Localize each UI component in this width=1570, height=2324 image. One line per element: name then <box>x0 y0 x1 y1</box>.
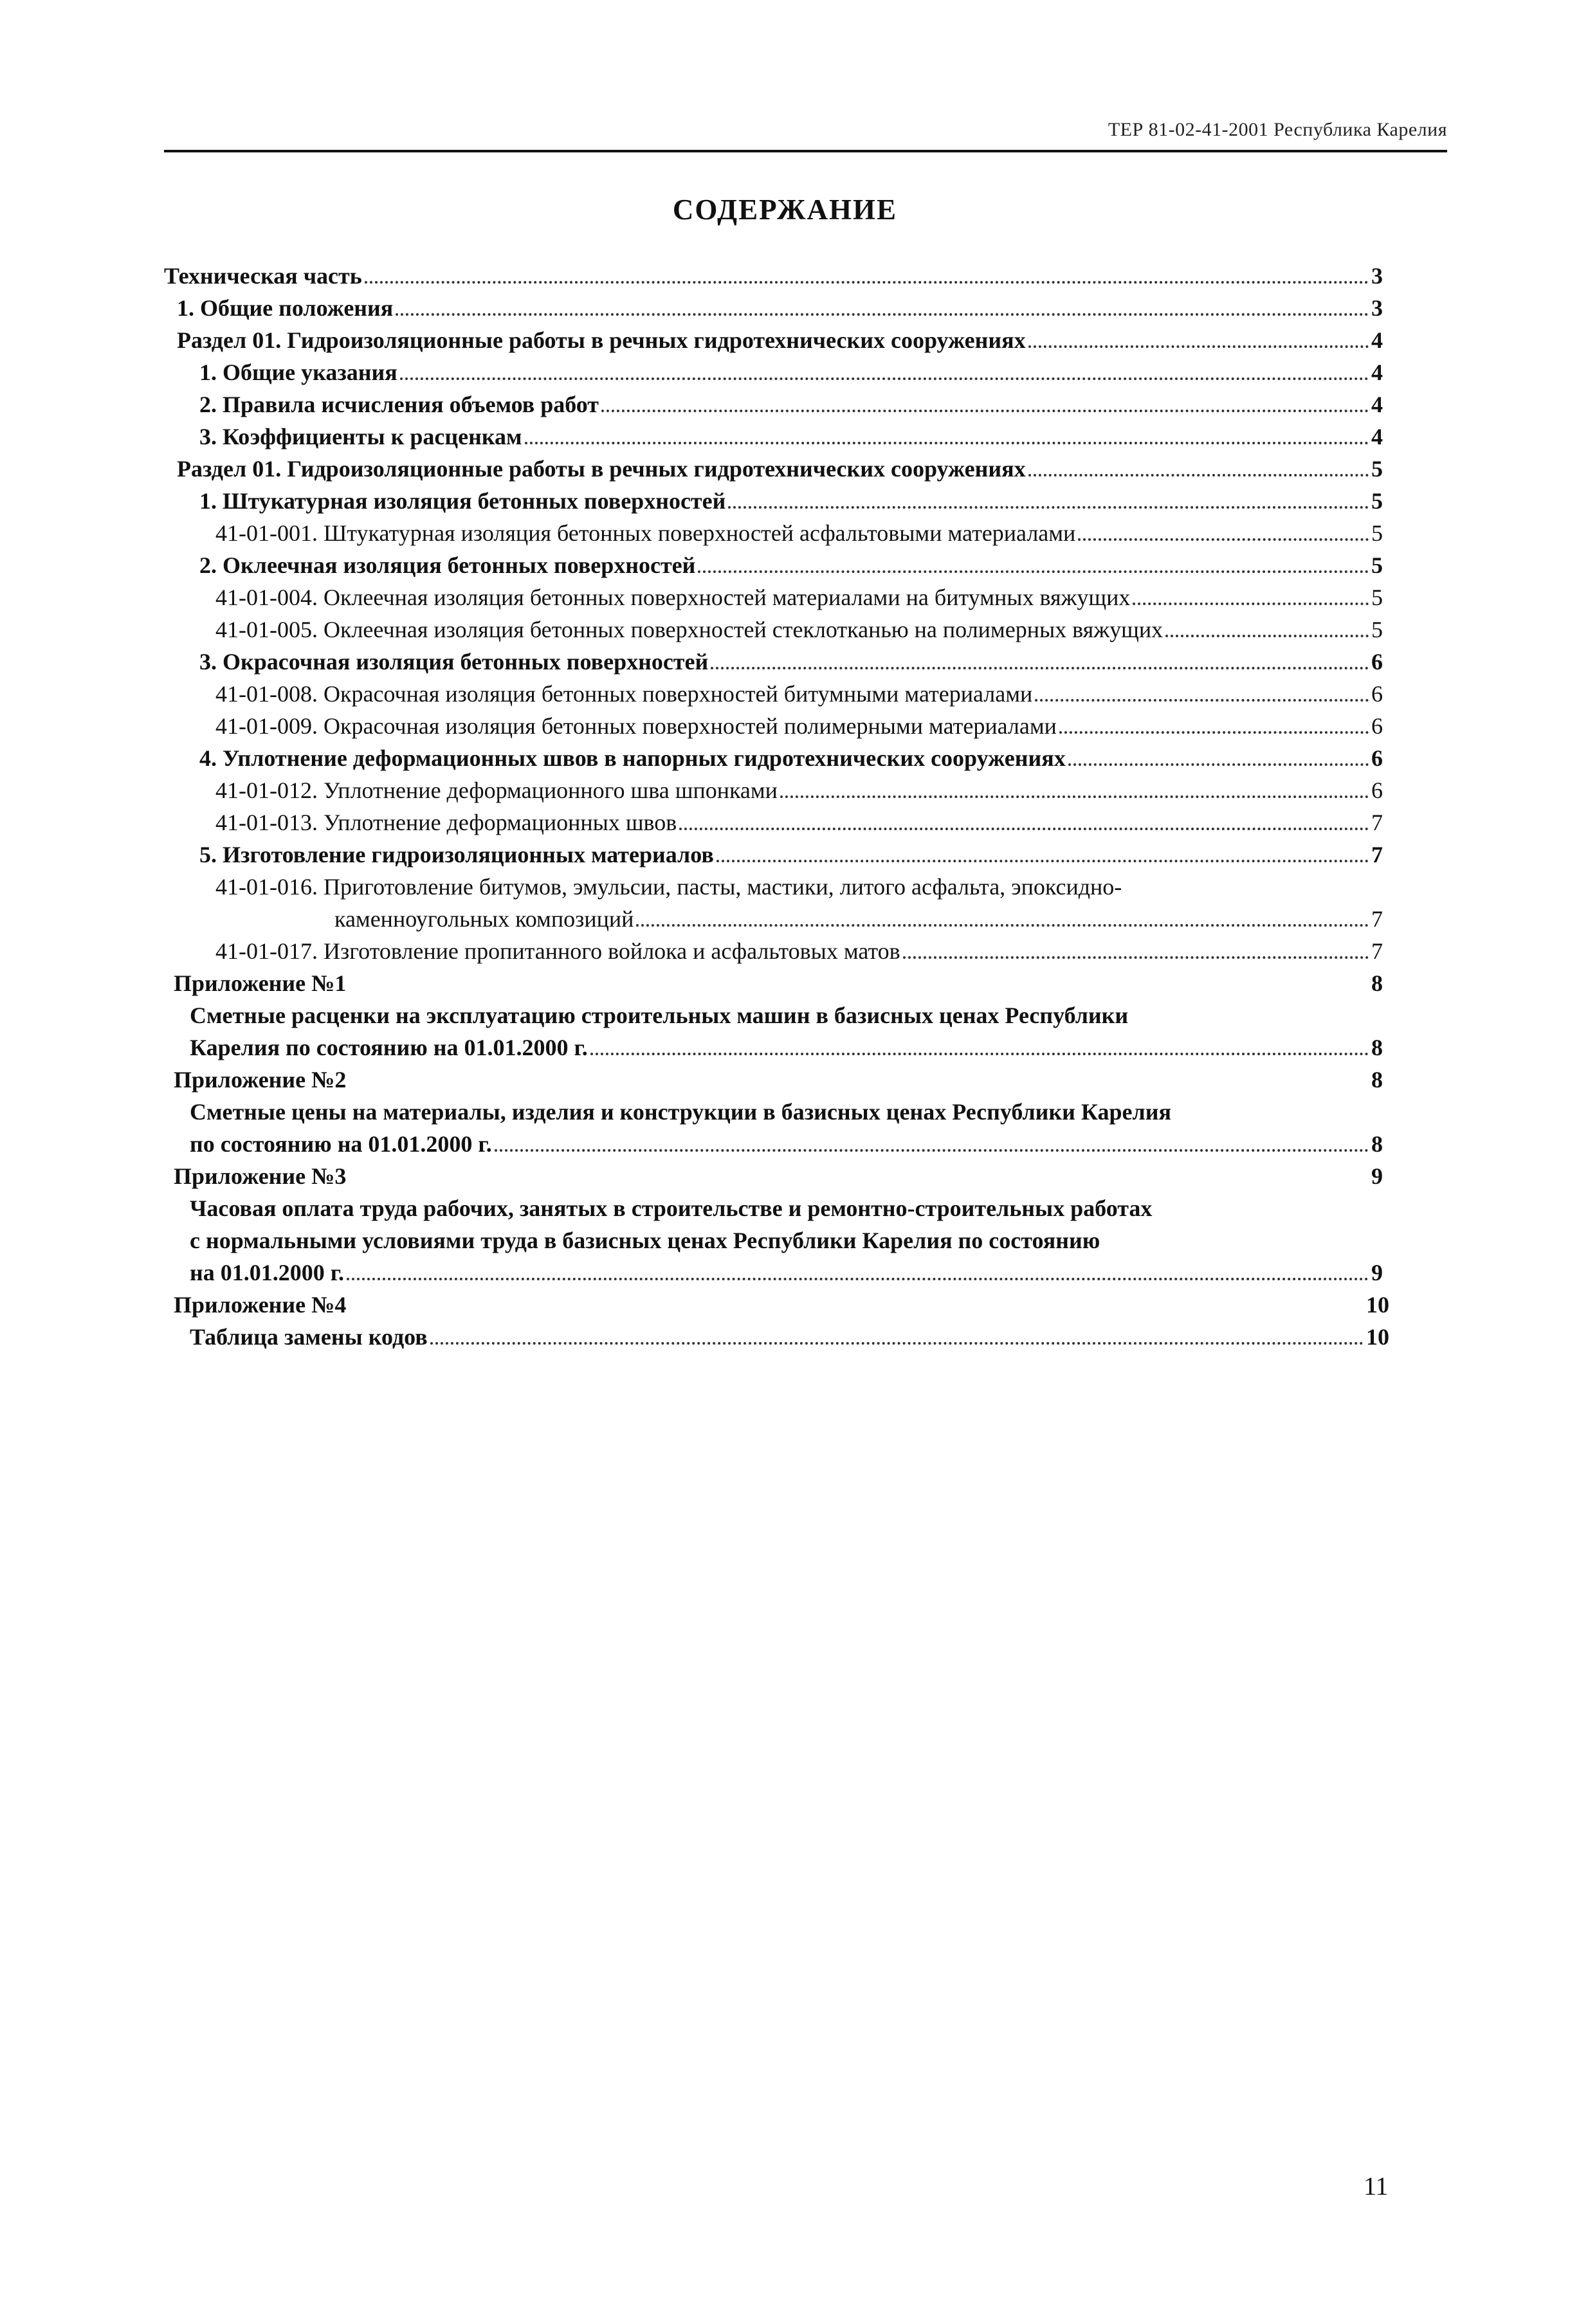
toc-entry-text: каменноугольных композиций <box>334 906 634 932</box>
toc-entry-text: Сметные расценки на эксплуатацию строительных машин в базисных ценах Республики <box>190 1003 1129 1028</box>
toc-entry <box>177 325 1383 356</box>
toc-entry <box>164 260 1383 291</box>
header-doc-ref: ТЕР 81-02-41-2001 Республика Карелия <box>1108 119 1447 140</box>
toc-entry-page: 6 <box>1371 777 1383 803</box>
toc-leader-dots <box>1035 699 1369 702</box>
toc-entry <box>177 453 1383 484</box>
toc-leader-dots <box>396 313 1369 316</box>
toc-entry-text: Приложение №3 <box>174 1163 347 1189</box>
toc-entry-page: 8 <box>1371 1067 1383 1093</box>
toc-entry <box>215 518 1383 549</box>
toc-entry-text: 41-01-004. Оклеечная изоляция бетонных поверхностей материалами на битумных вяжущих <box>215 585 1131 610</box>
toc-entry <box>199 357 1383 388</box>
toc-leader-dots <box>1059 731 1369 734</box>
toc-entry-page: 5 <box>1371 585 1383 610</box>
toc-leader-dots <box>1068 763 1369 766</box>
toc-entry-page: 3 <box>1371 295 1383 321</box>
toc-entry-text: Таблица замены кодов <box>190 1324 428 1350</box>
toc-entry-page: 10 <box>1366 1292 1389 1318</box>
toc-entry-page: 7 <box>1371 906 1383 932</box>
toc-entry <box>174 968 1383 999</box>
toc-entry-text: 41-01-009. Окрасочная изоляция бетонных поверхностей полимерными материалами <box>215 713 1057 739</box>
toc-entry <box>190 1032 1383 1063</box>
toc-entry-text: 41-01-008. Окрасочная изоляция бетонных поверхностей битумными материалами <box>215 681 1033 707</box>
toc-entry-text: 1. Общие указания <box>199 359 397 385</box>
toc-entry-text: Карелия по состоянию на 01.01.2000 г. <box>190 1035 588 1060</box>
toc-entry <box>199 839 1383 870</box>
toc-entry-text: Раздел 01. Гидроизоляционные работы в речных гидротехнических сооружениях <box>177 456 1026 482</box>
toc-entry <box>199 421 1383 452</box>
toc-entry-page: 5 <box>1371 520 1383 546</box>
toc-entry <box>174 1289 1389 1320</box>
page-number: 11 <box>1364 2172 1389 2201</box>
toc-entry <box>215 711 1383 741</box>
toc-entry-text: Раздел 01. Гидроизоляционные работы в речных гидротехнических сооружениях <box>177 327 1026 353</box>
toc-entry-page: 7 <box>1371 810 1383 835</box>
toc-entry-page: 4 <box>1371 392 1383 417</box>
toc-entry-page: 6 <box>1371 745 1383 771</box>
toc-entry-page: 4 <box>1371 327 1383 353</box>
toc-leader-dots <box>903 956 1369 959</box>
toc-leader-dots <box>728 506 1369 509</box>
toc-entry <box>334 903 1383 934</box>
toc-entry-page: 8 <box>1371 1035 1383 1060</box>
toc-entry-page: 5 <box>1371 617 1383 642</box>
toc-entry <box>190 1096 1383 1127</box>
toc-entry-text: Техническая часть <box>164 263 362 289</box>
toc-entry-page: 5 <box>1371 488 1383 514</box>
toc-leader-dots <box>1028 345 1369 348</box>
toc-leader-dots <box>717 860 1369 862</box>
toc-entry <box>190 1257 1383 1288</box>
toc-leader-dots <box>698 570 1369 573</box>
toc-entry-page: 3 <box>1371 263 1383 289</box>
toc-entry <box>174 1161 1383 1192</box>
toc-leader-dots <box>430 1342 1364 1345</box>
toc-leader-dots <box>679 828 1369 830</box>
toc-entry <box>215 775 1383 806</box>
toc-entry-text: 41-01-016. Приготовление битумов, эмульсии, пасты, мастики, литого асфальта, эпоксидно- <box>215 874 1122 900</box>
toc-entry-page: 4 <box>1371 424 1383 449</box>
toc-entry-page: 9 <box>1371 1163 1383 1189</box>
toc-entry <box>199 550 1383 581</box>
toc-entry <box>190 1129 1383 1159</box>
toc-entry <box>190 1225 1383 1256</box>
toc-entry-text: Сметные цены на материалы, изделия и конструкции в базисных ценах Республики Карелия <box>190 1099 1171 1125</box>
toc-entry-text: 41-01-012. Уплотнение деформационного шва шпонками <box>215 777 778 803</box>
toc-leader-dots <box>1133 603 1369 605</box>
toc-entry-text: Приложение №2 <box>174 1067 347 1093</box>
toc-leader-dots <box>590 1053 1369 1055</box>
toc-entry <box>174 1064 1383 1095</box>
toc-entry-text: 3. Коэффициенты к расценкам <box>199 424 522 449</box>
toc-leader-dots <box>1078 538 1369 541</box>
toc-entry-text: 5. Изготовление гидроизоляционных материалов <box>199 842 714 867</box>
header-rule <box>164 150 1447 152</box>
toc-leader-dots <box>711 667 1369 669</box>
toc-entry-text: 41-01-013. Уплотнение деформационных швов <box>215 810 677 835</box>
toc-entry <box>177 293 1383 323</box>
toc-entry-text: 3. Окрасочная изоляция бетонных поверхностей <box>199 649 709 675</box>
toc-entry-text: на 01.01.2000 г. <box>190 1260 345 1285</box>
toc-leader-dots <box>400 377 1369 380</box>
toc-entry-text: 1. Штукатурная изоляция бетонных поверхностей <box>199 488 726 514</box>
toc-entry <box>190 1193 1383 1224</box>
toc-entry <box>215 807 1383 838</box>
toc-entry <box>190 1321 1389 1352</box>
toc-entry-page: 7 <box>1371 938 1383 964</box>
toc-entry-text: 2. Оклеечная изоляция бетонных поверхностей <box>199 552 696 578</box>
toc-entry <box>215 582 1383 613</box>
toc-entry <box>215 678 1383 709</box>
toc-entry-page: 6 <box>1371 649 1383 675</box>
running-header <box>164 119 1447 152</box>
toc-entry-page: 6 <box>1371 713 1383 739</box>
page-title: СОДЕРЖАНИЕ <box>672 194 898 226</box>
toc-leader-dots <box>636 924 1369 927</box>
toc-entry <box>199 389 1383 420</box>
toc-entry <box>215 936 1383 967</box>
toc-entry <box>199 646 1383 677</box>
toc-entry <box>215 871 1383 902</box>
toc-entry <box>215 614 1383 645</box>
toc-entry-text: 41-01-017. Изготовление пропитанного войлока и асфальтовых матов <box>215 938 900 964</box>
toc-entry-text: с нормальными условиями труда в базисных ценах Республики Карелия по состоянию <box>190 1228 1100 1253</box>
toc-entry-text: Приложение №4 <box>174 1292 347 1318</box>
toc-leader-dots <box>525 442 1369 444</box>
toc-leader-dots <box>495 1149 1369 1152</box>
toc-leader-dots <box>1165 635 1369 637</box>
toc-entry-page: 4 <box>1371 359 1383 385</box>
toc-entry-text: 4. Уплотнение деформационных швов в напорных гидротехнических сооружениях <box>199 745 1066 771</box>
toc-entry-page: 8 <box>1371 1131 1383 1157</box>
toc-entry-text: Приложение №1 <box>174 970 347 996</box>
toc-entry-text: 41-01-005. Оклеечная изоляция бетонных поверхностей стеклотканью на полимерных вяжущих <box>215 617 1164 642</box>
toc-leader-dots <box>1028 474 1369 477</box>
toc-entry-text: 41-01-001. Штукатурная изоляция бетонных поверхностей асфальтовыми материалами <box>215 520 1076 546</box>
toc-entry-page: 7 <box>1371 842 1383 867</box>
toc-entry-page: 10 <box>1366 1324 1389 1350</box>
toc-entry <box>199 486 1383 516</box>
toc-entry-text: 2. Правила исчисления объемов работ <box>199 392 599 417</box>
toc-entry <box>199 743 1383 774</box>
toc-entry-page: 9 <box>1371 1260 1383 1285</box>
toc-leader-dots <box>601 410 1369 412</box>
toc-entry-text: по состоянию на 01.01.2000 г. <box>190 1131 492 1157</box>
toc-entry-page: 5 <box>1371 552 1383 578</box>
toc-entry-text: Часовая оплата труда рабочих, занятых в строительстве и ремонтно-строительных работах <box>190 1195 1153 1221</box>
toc-entry <box>190 1000 1383 1031</box>
toc-leader-dots <box>780 795 1369 798</box>
toc-entry-page: 5 <box>1371 456 1383 482</box>
toc-leader-dots <box>347 1278 1369 1280</box>
toc-entry-page: 6 <box>1371 681 1383 707</box>
toc-leader-dots <box>365 281 1369 284</box>
toc-entry-text: 1. Общие положения <box>177 295 394 321</box>
toc-entry-page: 8 <box>1371 970 1383 996</box>
